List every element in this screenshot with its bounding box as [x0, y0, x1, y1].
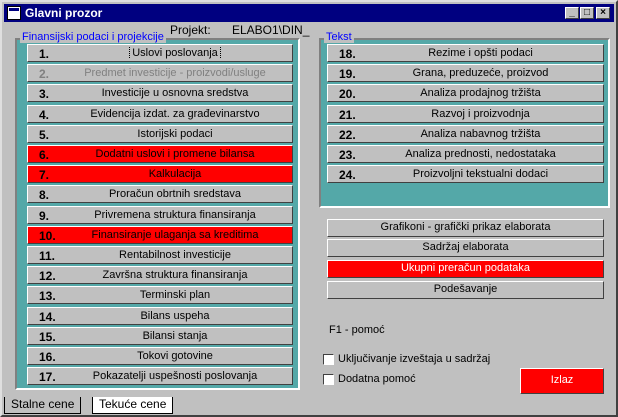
tab-stalne-cene[interactable]: Stalne cene	[4, 397, 81, 414]
settings-button[interactable]: Podešavanje	[327, 281, 604, 299]
financial-item-12[interactable]	[27, 266, 293, 284]
financial-item-9[interactable]	[27, 206, 293, 224]
financial-item-label: Finansiranje ulaganja sa kreditima	[91, 228, 259, 241]
help-hint: F1 - pomoć	[329, 324, 385, 336]
financial-item-number: 10.	[39, 228, 56, 243]
financial-item-label: Završna struktura finansiranja	[102, 269, 248, 282]
maximize-button[interactable]: □	[580, 7, 594, 19]
text-panel-title: Tekst	[326, 31, 352, 43]
financial-item-label: Pokazatelji uspešnosti poslovanja	[92, 370, 258, 383]
financial-item-label: Bilans uspeha	[140, 309, 210, 322]
financial-item-label: Terminski plan	[139, 289, 211, 302]
financial-item-17[interactable]	[27, 367, 293, 385]
text-item-label: Analiza prednosti, nedostataka	[405, 148, 556, 160]
financial-item-number: 1.	[39, 47, 50, 61]
financial-item-label: Predmet investicije - proizvodi/usluge	[84, 67, 266, 80]
text-item-number: 23.	[339, 148, 356, 162]
text-item-label: Rezime i opšti podaci	[428, 47, 533, 59]
financial-item-label: Tokovi gotovine	[137, 350, 213, 362]
text-item-7[interactable]	[327, 165, 604, 183]
financial-item-13[interactable]	[27, 286, 293, 304]
financial-item-number: 3.	[39, 87, 50, 102]
exit-button[interactable]: Izlaz	[520, 368, 604, 394]
financial-item-15[interactable]	[27, 327, 293, 345]
text-item-number: 21.	[339, 107, 356, 122]
financial-item-label: Evidencija izdat. za građevinarstvo	[90, 107, 260, 120]
financial-item-number: 8.	[39, 188, 50, 203]
financial-item-6[interactable]	[27, 145, 293, 163]
financial-item-4[interactable]	[27, 105, 293, 123]
financial-item-label: Istorijski podaci	[137, 127, 213, 140]
text-item-label: Razvoj i proizvodnja	[431, 107, 530, 120]
financial-item-number: 11.	[39, 249, 56, 263]
financial-item-number: 13.	[39, 289, 56, 304]
financial-item-number: 5.	[39, 127, 50, 142]
financial-item-label: Privremena struktura finansiranja	[94, 208, 256, 221]
financial-item-number: 14.	[39, 309, 56, 324]
text-item-3[interactable]	[327, 84, 604, 102]
financial-item-10[interactable]	[27, 226, 293, 244]
minimize-button[interactable]: _	[565, 7, 579, 19]
financial-item-8[interactable]	[27, 185, 293, 203]
financial-item-number: 2.	[39, 67, 50, 82]
app-window-icon[interactable]	[7, 6, 21, 20]
text-item-number: 19.	[339, 67, 356, 82]
financial-item-number: 7.	[39, 168, 50, 183]
financial-item-number: 15.	[39, 329, 56, 344]
text-item-1[interactable]	[327, 44, 604, 62]
financial-panel-title: Finansijski podaci i projekcije	[22, 31, 164, 43]
text-item-label: Analiza nabavnog tržišta	[420, 127, 541, 140]
text-item-number: 24.	[339, 168, 356, 183]
text-item-6[interactable]	[327, 145, 604, 163]
charts-button[interactable]: Grafikoni - grafički prikaz elaborata	[327, 219, 604, 237]
text-item-2[interactable]	[327, 64, 604, 82]
financial-item-label: Dodatni uslovi i promene bilansa	[95, 148, 255, 160]
text-item-label: Grana, preduzeće, proizvod	[412, 67, 549, 80]
financial-item-3[interactable]	[27, 84, 293, 102]
financial-item-number: 9.	[39, 208, 50, 223]
financial-item-16[interactable]	[27, 347, 293, 365]
text-item-number: 20.	[339, 87, 356, 102]
financial-item-14[interactable]	[27, 307, 293, 325]
text-item-5[interactable]	[327, 125, 604, 143]
recalc-button[interactable]: Ukupni preračun podataka	[327, 260, 604, 278]
tab-tekuce-cene[interactable]: Tekuće cene	[92, 397, 173, 414]
financial-item-number: 16.	[39, 350, 56, 364]
include-reports-checkbox[interactable]	[323, 354, 334, 365]
project-label: Projekt:	[170, 23, 211, 37]
price-tabs	[4, 397, 614, 415]
text-item-4[interactable]	[327, 105, 604, 123]
financial-item-1[interactable]	[27, 44, 293, 62]
financial-item-label: Investicije u osnovna sredstva	[101, 87, 249, 100]
close-button[interactable]: ×	[596, 7, 610, 19]
contents-button[interactable]: Sadržaj elaborata	[327, 239, 604, 257]
financial-item-11[interactable]	[27, 246, 293, 264]
include-reports-label: Uključivanje izveštaja u sadržaj	[338, 353, 491, 365]
financial-item-number: 12.	[39, 269, 56, 284]
financial-item-number: 6.	[39, 148, 50, 162]
financial-item-label: Kalkulacija	[148, 168, 202, 181]
text-item-label: Analiza prodajnog tržišta	[420, 87, 541, 100]
extra-help-checkbox[interactable]	[323, 374, 334, 385]
text-item-number: 18.	[339, 47, 356, 61]
financial-item-number: 4.	[39, 107, 50, 122]
project-value: ELABO1\DIN_	[232, 23, 310, 37]
financial-item-number: 17.	[39, 370, 56, 385]
financial-item-2[interactable]	[27, 64, 293, 82]
extra-help-label: Dodatna pomoć	[338, 373, 416, 385]
financial-item-label: Uslovi poslovanja	[132, 47, 218, 59]
financial-item-label: Proračun obrtnih sredstava	[108, 188, 242, 201]
financial-item-7[interactable]	[27, 165, 293, 183]
financial-item-label: Bilansi stanja	[142, 329, 208, 342]
text-item-number: 22.	[339, 127, 356, 142]
window-title: Glavni prozor	[25, 6, 103, 20]
text-item-label: Proizvoljni tekstualni dodaci	[412, 168, 549, 181]
financial-item-label: Rentabilnost investicije	[119, 249, 231, 261]
financial-item-5[interactable]	[27, 125, 293, 143]
title-bar[interactable]	[4, 4, 614, 22]
